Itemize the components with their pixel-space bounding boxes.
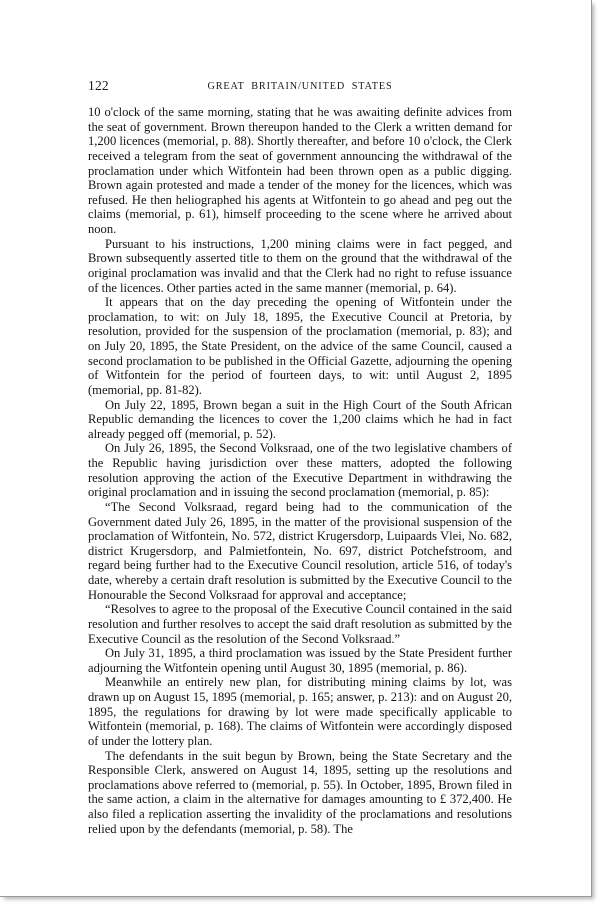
running-head (88, 78, 512, 94)
page-body-text (88, 105, 512, 836)
running-head-title: GREAT BRITAIN/UNITED STATES (207, 81, 393, 92)
paragraph: On July 31, 1895, a third proclamation was issued by the State President further adjourning the Witfontein opening until August 30, 1895 (memorial, p. 86). (88, 646, 512, 675)
paragraph: Meanwhile an entirely new plan, for distributing mining claims by lot, was drawn up on August 15, 1895 (memorial, p. 165; answer, p. 213): and on August 20, 1895, the regulations for drawing by lot were made specifically applicable to Witfontein (memorial, p. 168). The claims of Witfontein were accordingly disposed of under the lottery plan. (88, 675, 512, 748)
paragraph: 10 o'clock of the same morning, stating that he was awaiting definite advices from the seat of government. Brown thereupon handed to the Clerk a written demand for 1,200 licences (memorial, p. 88). Shortly thereafter, and before 10 o'clock, the Clerk received a telegram from the seat of government announcing the withdrawal of the proclamation under which Witfontein had been thrown open as a public digging. Brown again protested and made a tender of the money for the licences, which was refused. He then heliographed his agents at Witfontein to go ahead and peg out the claims (memorial, p. 61), himself proceeding to the scene where he arrived about noon. (88, 105, 512, 236)
paragraph: On July 26, 1895, the Second Volksraad, one of the two legislative chambers of the Republic having jurisdiction over these matters, adopted the following resolution approving the action of the Executive Department in withdrawing the original proclamation and in issuing the second proclamation (memorial, p. 85): (88, 441, 512, 500)
paragraph: On July 22, 1895, Brown began a suit in the High Court of the South African Republic demanding the licences to cover the 1,200 claims which he had in fact already pegged off (memorial, p. 52). (88, 397, 512, 441)
paragraph: It appears that on the day preceding the opening of Witfontein under the proclamation, to wit: on July 18, 1895, the Executive Council at Pretoria, by resolution, provided for the suspension of the proclamation (memorial, p. 83); and on July 20, 1895, the State President, on the advice of the same Council, caused a second proclamation to be published in the Official Gazette, adjourning the opening of Witfontein for the period of fourteen days, to wit: until August 2, 1895 (memorial, pp. 81-82). (88, 295, 512, 397)
paragraph: “The Second Volksraad, regard being had to the communication of the Government dated July 26, 1895, in the matter of the provisional suspension of the proclamation of Witfontein, No. 572, district Krugersdorp, Luipaards Vlei, No. 682, district Krugersdorp, and Palmietfontein, No. 697, district Potchefstroom, and regard being further had to the Executive Council resolution, article 516, of today's date, whereby a certain draft resolution is submitted by the Executive Council to the Honourable the Second Volksraad for approval and acceptance; (88, 499, 512, 602)
paragraph: Pursuant to his instructions, 1,200 mining claims were in fact pegged, and Brown subsequently asserted title to them on the ground that the withdrawal of the original proclamation was invalid and that the Clerk had no right to refuse issuance of the licences. Other parties acted in the same manner (memorial, p. 64). (88, 236, 512, 295)
paragraph: The defendants in the suit begun by Brown, being the State Secretary and the Responsible Clerk, answered on August 14, 1895, setting up the resolutions and proclamations above referred to (memorial, p. 55). In October, 1895, Brown filed in the same action, a claim in the alternative for damages amounting to £ 372,400. He also filed a replication asserting the invalidity of the proclamations and resolutions relied upon by the defendants (memorial, p. 58). The (88, 748, 512, 836)
paragraph: “Resolves to agree to the proposal of the Executive Council contained in the said resolution and further resolves to accept the said draft resolution as submitted by the Executive Council as the resolution of the Second Volksraad.” (88, 602, 512, 646)
page-number: 122 (88, 78, 109, 93)
